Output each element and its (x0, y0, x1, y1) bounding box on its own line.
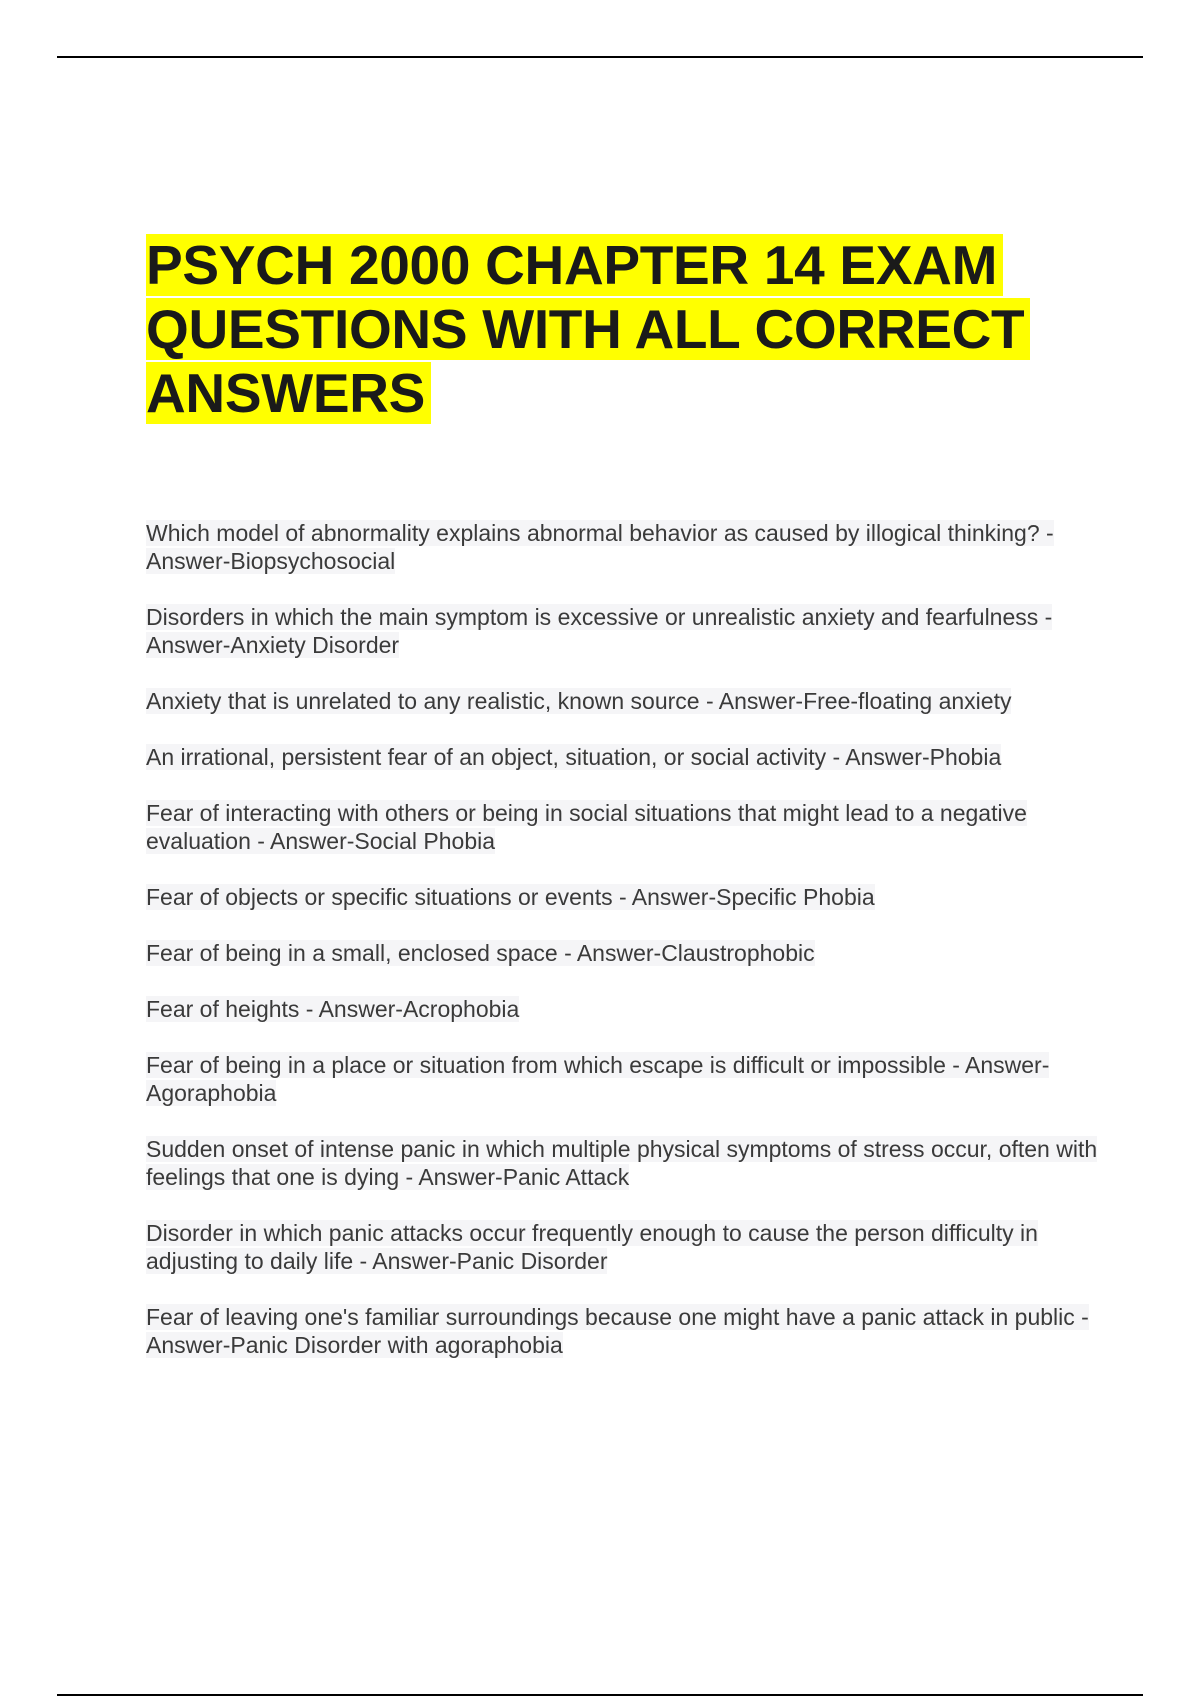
qa-item (146, 799, 1106, 855)
qa-item-text: Fear of interacting with others or being in social situations that might lead to a negative evaluation - Answer-Social Phobia (146, 800, 1027, 854)
qa-item-text: Which model of abnormality explains abnormal behavior as caused by illogical thinking? - Answer-Biopsychosocial (146, 520, 1054, 574)
qa-item (146, 939, 1106, 967)
qa-item-text: Sudden onset of intense panic in which multiple physical symptoms of stress occur, often with feelings that one is dying - Answer-Panic Attack (146, 1136, 1098, 1190)
qa-item (146, 995, 1106, 1023)
qa-item (146, 1051, 1106, 1107)
qa-item-text: Anxiety that is unrelated to any realistic, known source - Answer-Free-floating anxiety (146, 688, 1012, 714)
top-rule (57, 56, 1143, 58)
qa-item-text: An irrational, persistent fear of an object, situation, or social activity - Answer-Phobia (146, 744, 1002, 770)
qa-item-text: Disorders in which the main symptom is excessive or unrealistic anxiety and fearfulness - Answer-Anxiety Disorder (146, 604, 1053, 658)
qa-item (146, 603, 1106, 659)
qa-item (146, 1135, 1106, 1191)
qa-item-text: Fear of objects or specific situations or events - Answer-Specific Phobia (146, 884, 875, 910)
document-title (146, 233, 1106, 425)
qa-item (146, 743, 1106, 771)
document-title-text: PSYCH 2000 CHAPTER 14 EXAM QUESTIONS WITH ALL CORRECT ANSWERS (146, 234, 1030, 424)
document-body (146, 233, 1106, 1358)
qa-item-text: Fear of leaving one's familiar surroundings because one might have a panic attack in public - Answer-Panic Disorder with agoraphobia (146, 1304, 1089, 1358)
qa-item (146, 687, 1106, 715)
qa-item (146, 519, 1106, 575)
bottom-rule (57, 1694, 1143, 1696)
qa-list (146, 519, 1106, 1387)
qa-item-text: Fear of being in a place or situation from which escape is difficult or impossible - Answer-Agoraphobia (146, 1052, 1050, 1106)
qa-item (146, 1219, 1106, 1275)
qa-item-text: Fear of being in a small, enclosed space - Answer-Claustrophobic (146, 940, 815, 966)
qa-item (146, 1303, 1106, 1359)
qa-item (146, 883, 1106, 911)
qa-item-text: Disorder in which panic attacks occur frequently enough to cause the person difficulty in adjusting to daily life - Answer-Panic Disorder (146, 1220, 1038, 1274)
qa-item-text: Fear of heights - Answer-Acrophobia (146, 996, 520, 1022)
